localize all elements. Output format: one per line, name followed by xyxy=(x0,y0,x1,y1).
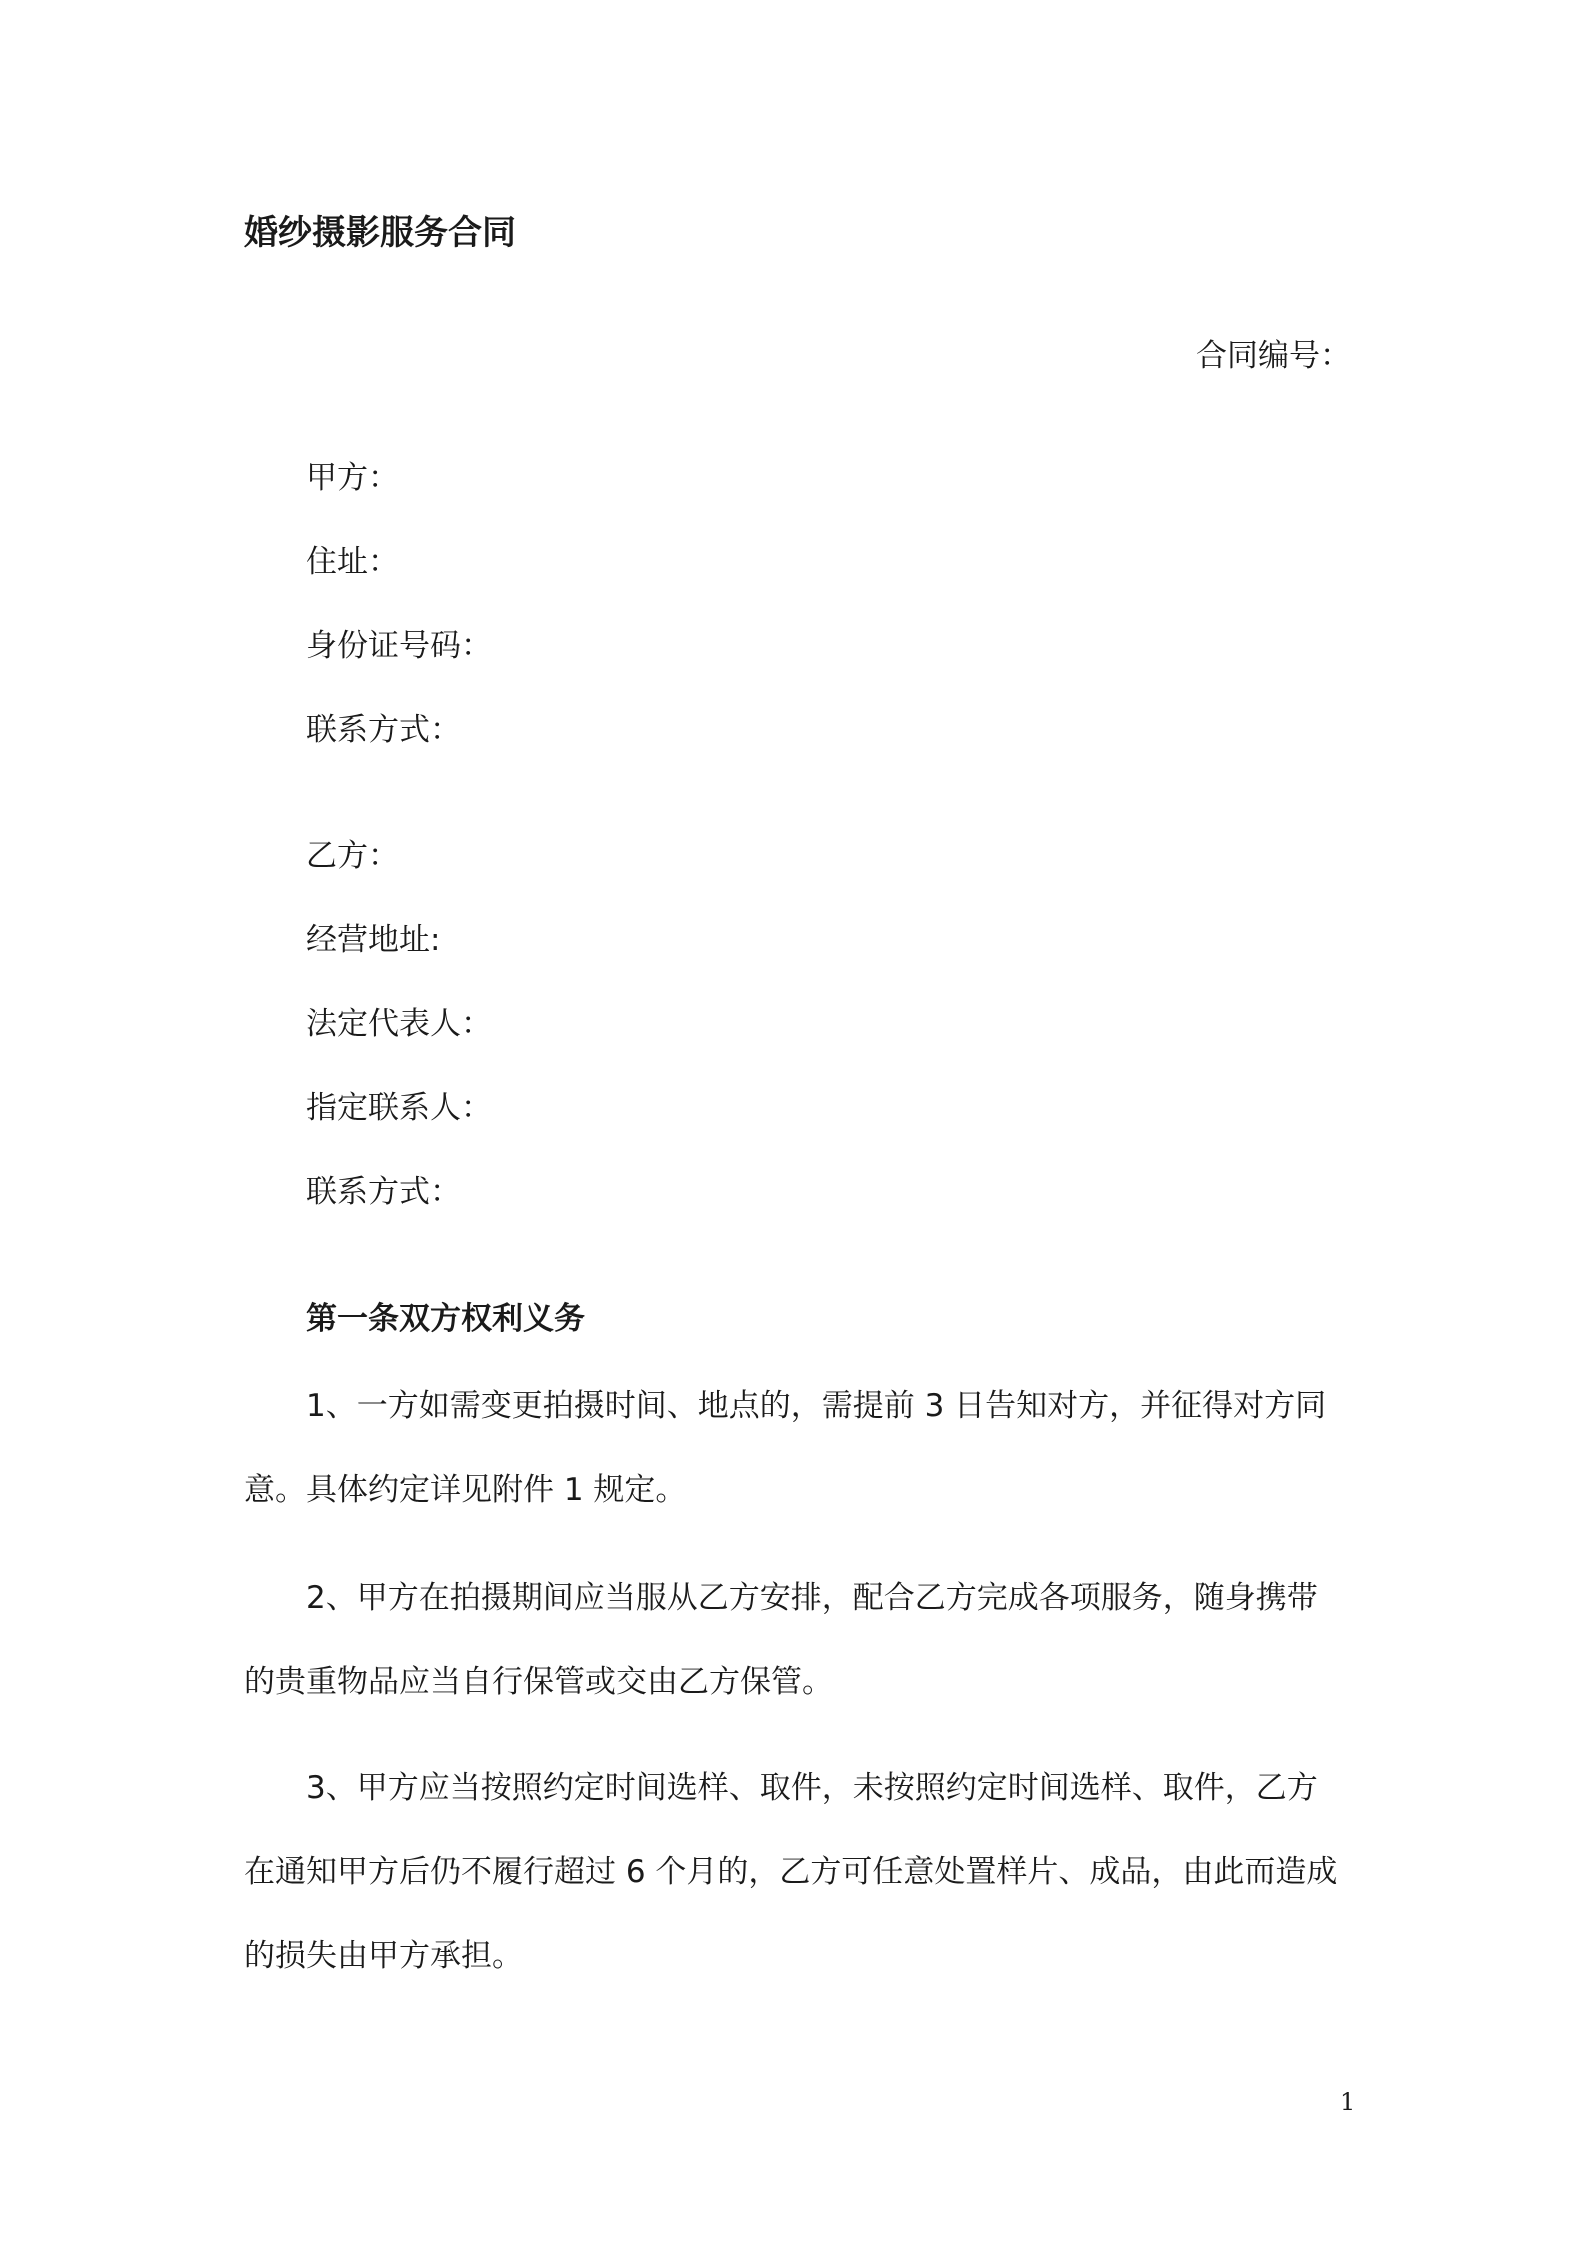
party-b-legal-rep-label: 法定代表人： xyxy=(306,1006,492,1042)
clause-line: 1、一方如需变更拍摄时间、地点的，需提前 3 日告知对方，并征得对方同 xyxy=(306,1388,1327,1424)
clause-line: 2、甲方在拍摄期间应当服从乙方安排，配合乙方完成各项服务，随身携带 xyxy=(306,1580,1318,1616)
party-a-address-label: 住址： xyxy=(306,544,399,580)
party-b-designated-contact-label: 指定联系人： xyxy=(306,1090,492,1126)
clause-2 xyxy=(244,1556,1354,1724)
clause-line: 的贵重物品应当自行保管或交由乙方保管。 xyxy=(244,1664,833,1700)
contract-number-label: 合同编号： xyxy=(1196,338,1351,374)
party-b-business-address-label: 经营地址: xyxy=(306,922,441,958)
clause-line: 意。具体约定详见附件 1 规定。 xyxy=(244,1472,687,1508)
clause-line: 的损失由甲方承担。 xyxy=(244,1938,523,1974)
party-a-name-label: 甲方： xyxy=(306,460,399,496)
party-a-contact-label: 联系方式： xyxy=(306,712,461,748)
article-1-heading: 第一条双方权利义务 xyxy=(306,1301,585,1337)
party-b-name-label: 乙方： xyxy=(306,838,399,874)
document-title: 婚纱摄影服务合同 xyxy=(244,213,516,253)
clause-1 xyxy=(244,1364,1354,1532)
clause-line: 3、甲方应当按照约定时间选样、取件，未按照约定时间选样、取件，乙方 xyxy=(306,1770,1318,1806)
page-number: 1 xyxy=(1340,2088,1356,2116)
clause-line: 在通知甲方后仍不履行超过 6 个月的，乙方可任意处置样片、成品，由此而造成 xyxy=(244,1854,1338,1890)
party-b-contact-label: 联系方式： xyxy=(306,1174,461,1210)
party-a-id-label: 身份证号码： xyxy=(306,628,492,664)
clause-3 xyxy=(244,1746,1354,1998)
